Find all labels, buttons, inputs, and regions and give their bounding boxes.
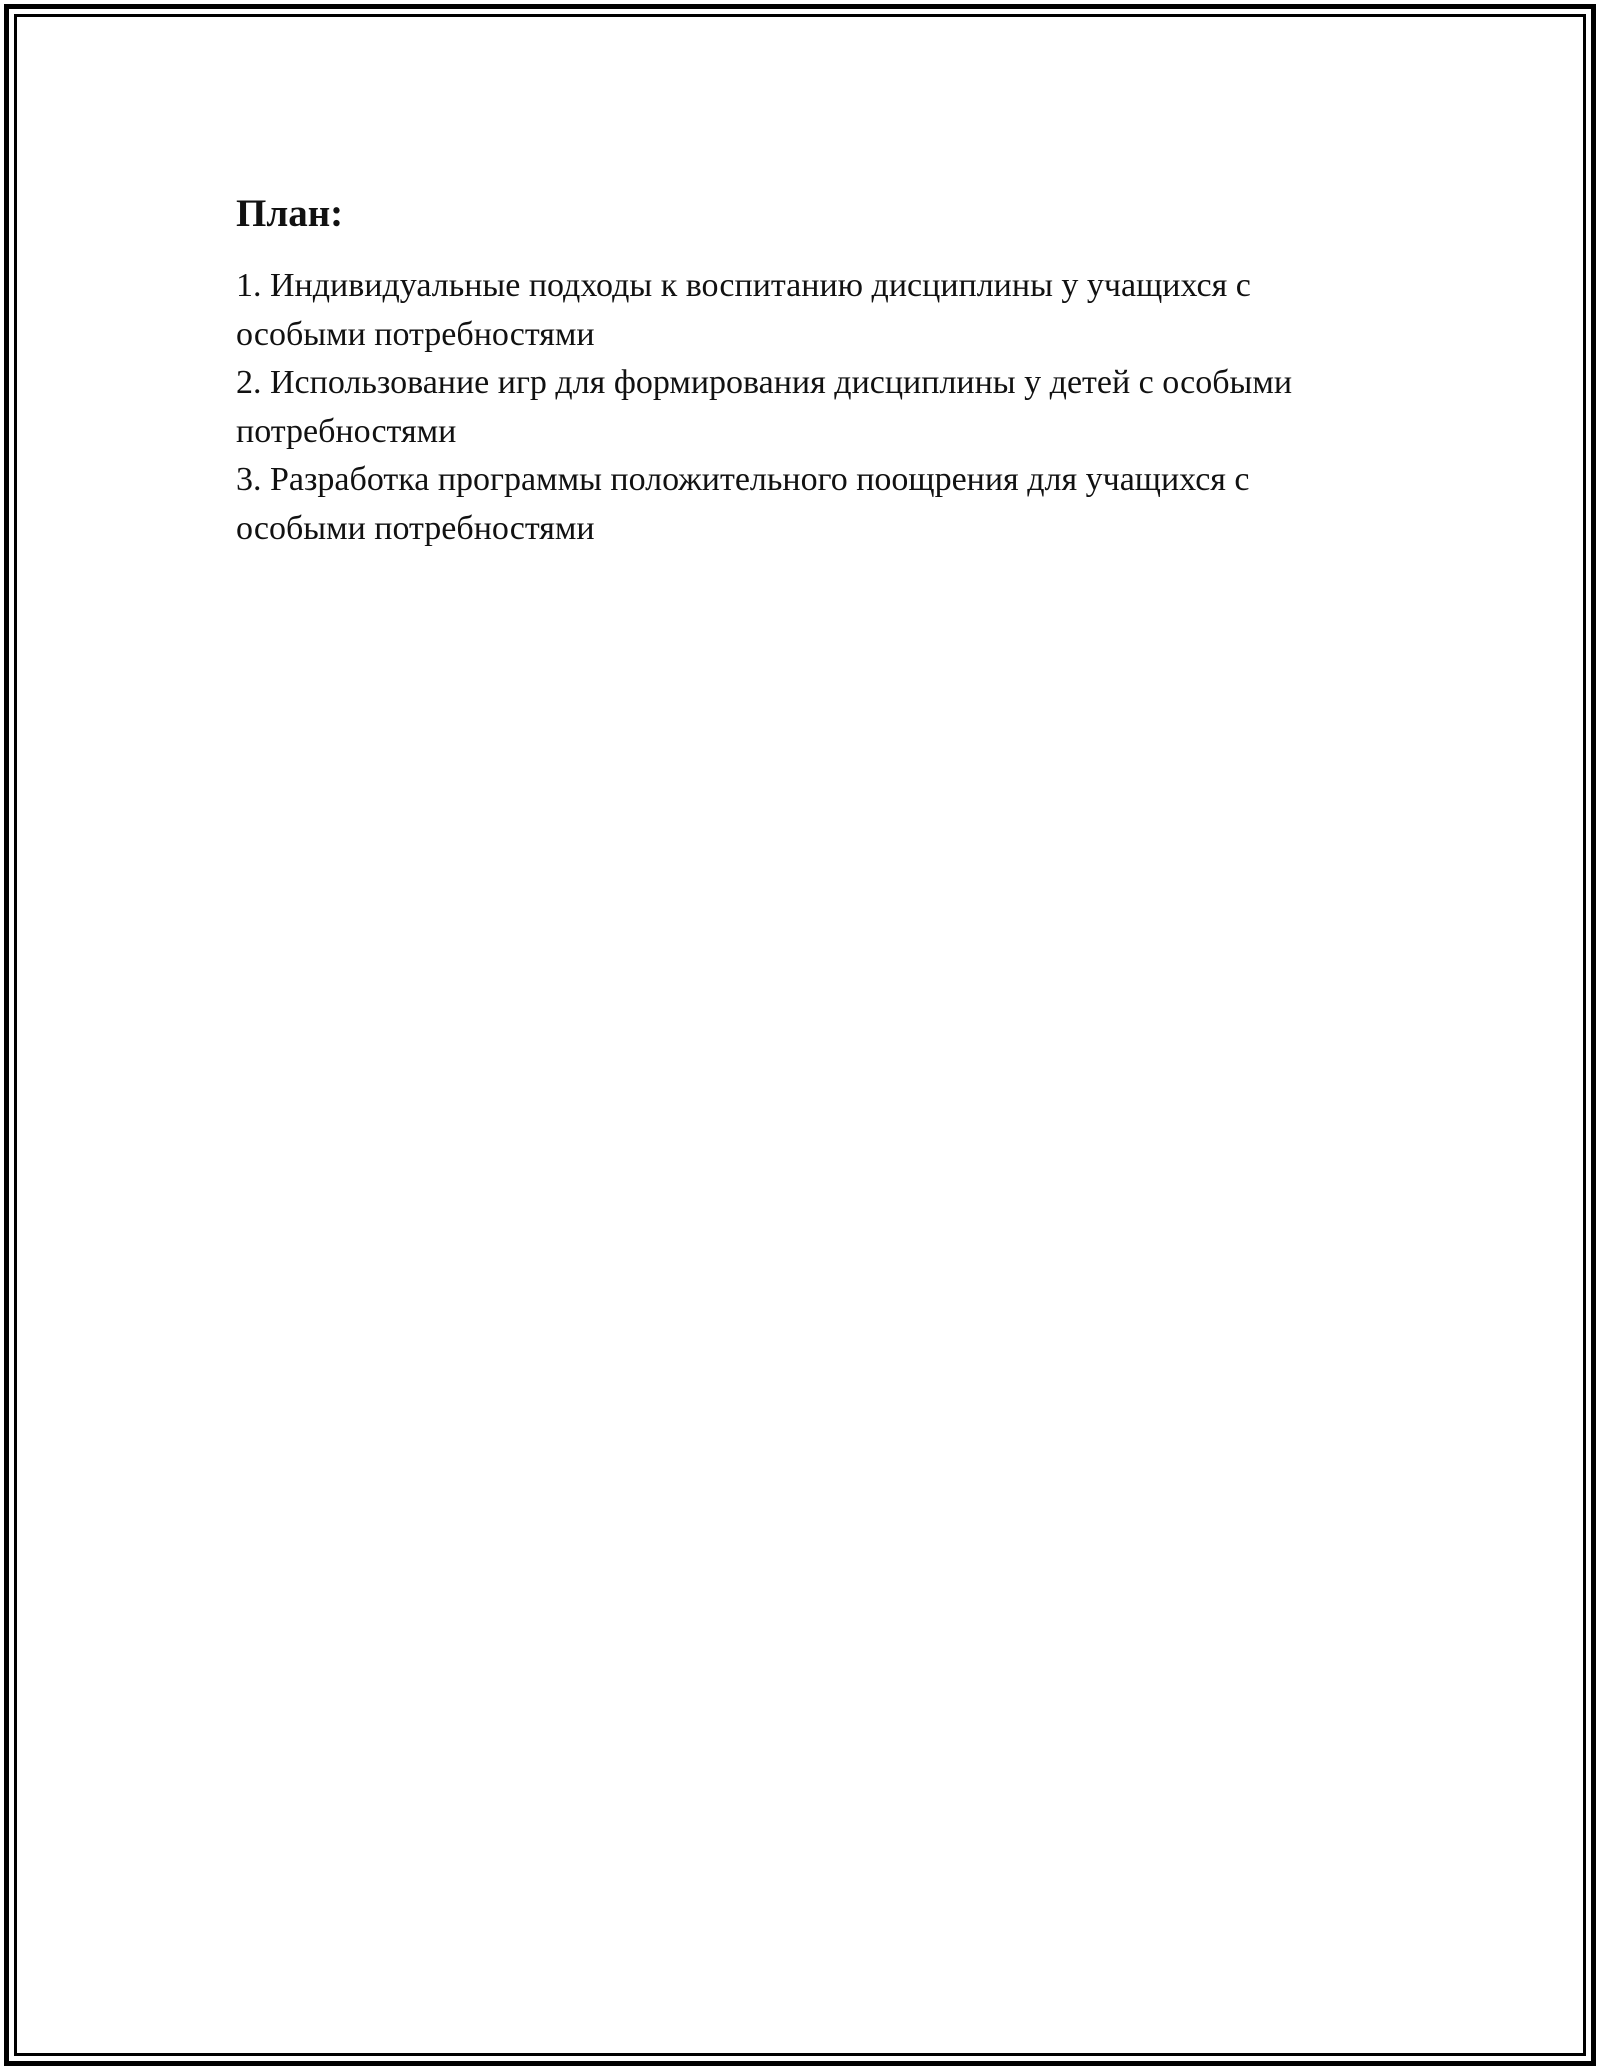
plan-list (236, 262, 1376, 553)
plan-item-3: 3. Разработка программы положительного поощрения для учащихся с особыми потребностями (236, 461, 1250, 547)
page-title: План: (236, 192, 344, 235)
plan-item-1: 1. Индивидуальные подходы к воспитанию дисциплины у учащихся с особыми потребностями (236, 267, 1251, 353)
document-body (236, 186, 1376, 553)
plan-item-2: 2. Использование игр для формирования дисциплины у детей с особыми потребностями (236, 364, 1293, 450)
